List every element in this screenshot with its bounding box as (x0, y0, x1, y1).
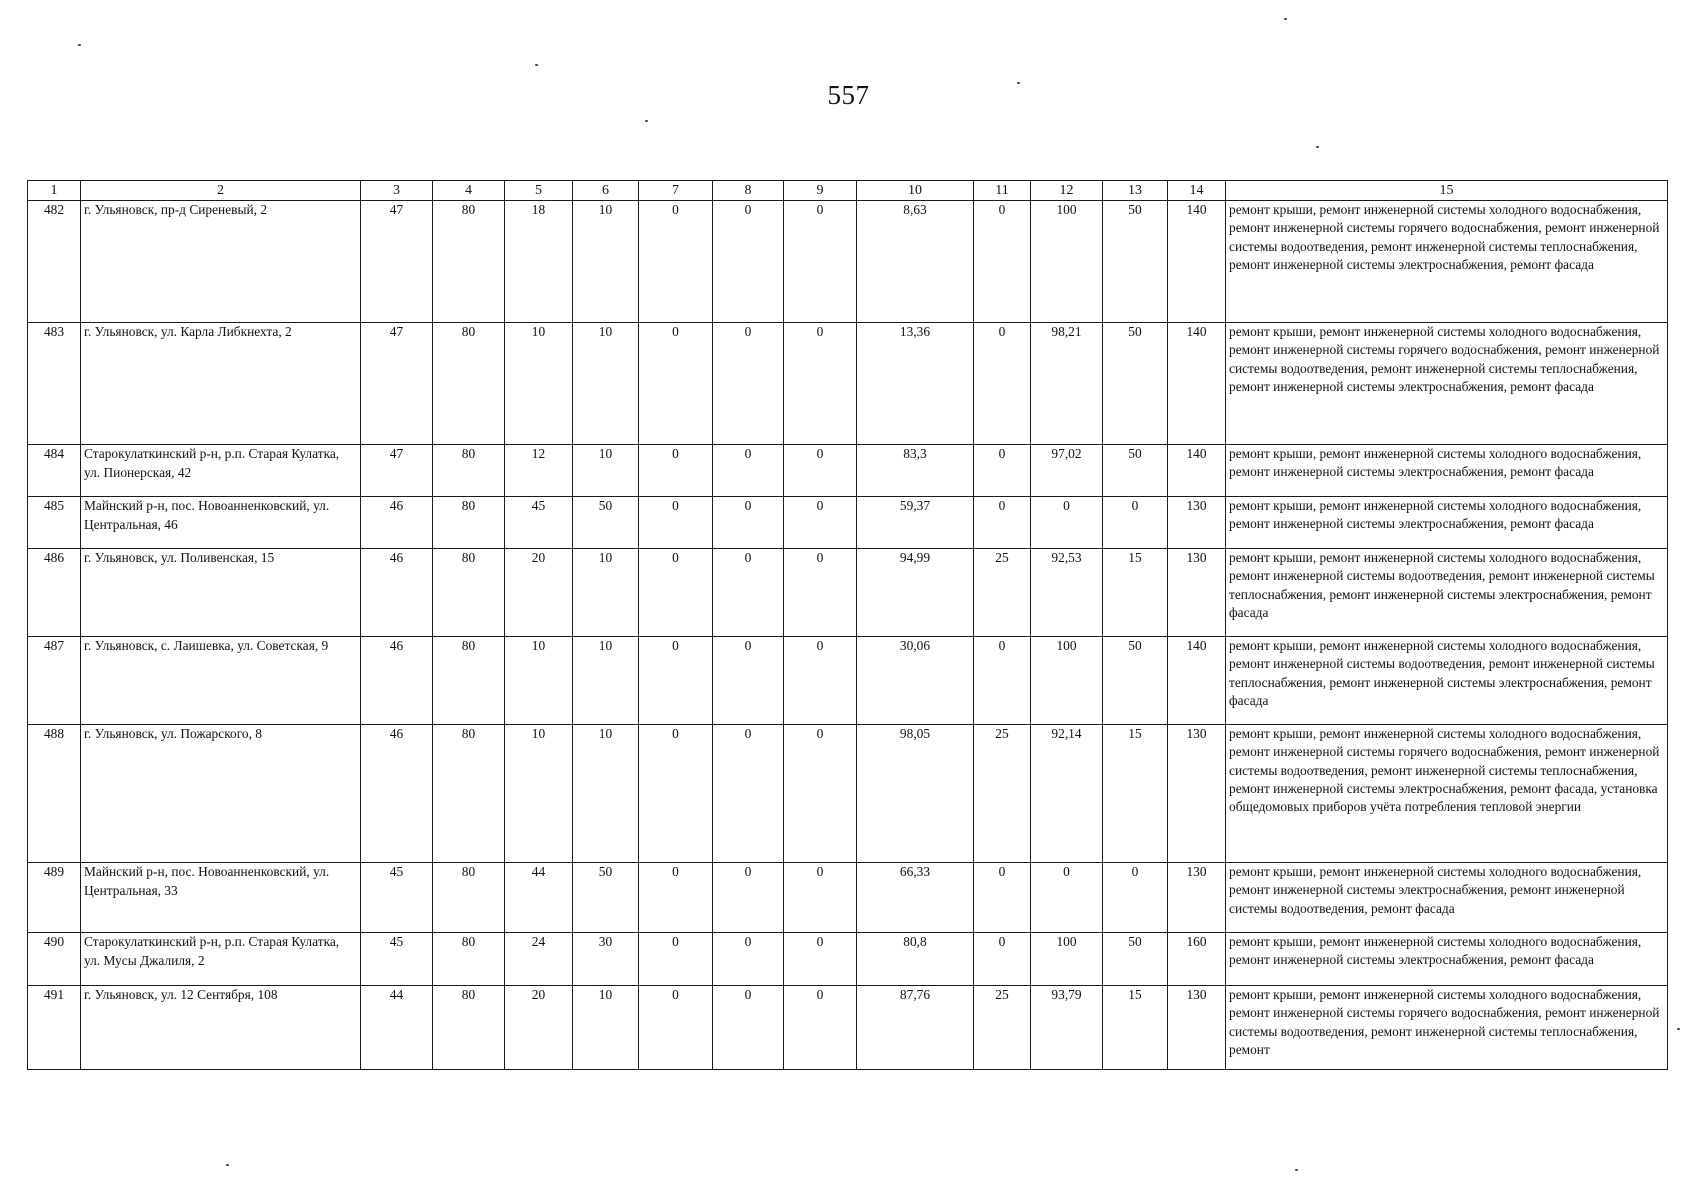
cell-col-3: 44 (361, 986, 433, 1070)
cell-col-14: 140 (1168, 201, 1226, 323)
cell-col-14: 130 (1168, 549, 1226, 637)
table-row (28, 549, 1668, 637)
cell-col-6: 10 (573, 323, 639, 445)
works-list-cell: ремонт крыши, ремонт инженерной системы холодного водоснабжения, ремонт инженерной системы горячего водоснабжения, ремонт инженерной системы водоотведения, ремонт инженерной системы теплоснабжения, ремонт (1226, 986, 1668, 1070)
column-header-6: 6 (573, 181, 639, 201)
cell-col-7: 0 (639, 725, 713, 863)
cell-col-12: 100 (1031, 201, 1103, 323)
cell-col-9: 0 (784, 445, 857, 497)
cell-col-4: 80 (433, 497, 505, 549)
cell-col-8: 0 (713, 497, 784, 549)
cell-col-9: 0 (784, 933, 857, 986)
cell-col-12: 92,14 (1031, 725, 1103, 863)
table-row (28, 497, 1668, 549)
cell-col-6: 10 (573, 549, 639, 637)
cell-col-6: 10 (573, 986, 639, 1070)
cell-col-9: 0 (784, 863, 857, 933)
cell-col-13: 15 (1103, 725, 1168, 863)
cell-col-6: 50 (573, 497, 639, 549)
row-number-cell: 490 (28, 933, 81, 986)
cell-col-3: 47 (361, 323, 433, 445)
works-list-cell: ремонт крыши, ремонт инженерной системы холодного водоснабжения, ремонт инженерной системы электроснабжения, ремонт фасада (1226, 497, 1668, 549)
row-number-cell: 484 (28, 445, 81, 497)
works-list-cell: ремонт крыши, ремонт инженерной системы холодного водоснабжения, ремонт инженерной системы горячего водоснабжения, ремонт инженерной системы водоотведения, ремонт инженерной системы теплоснабжения, ремонт инженерной системы электроснабжения, ремонт фасада (1226, 201, 1668, 323)
row-number-cell: 488 (28, 725, 81, 863)
table-body (28, 201, 1668, 1070)
works-list-cell: ремонт крыши, ремонт инженерной системы холодного водоснабжения, ремонт инженерной системы электроснабжения, ремонт инженерной системы водоотведения, ремонт фасада (1226, 863, 1668, 933)
cell-col-6: 10 (573, 445, 639, 497)
table-row (28, 445, 1668, 497)
cell-col-11: 0 (974, 863, 1031, 933)
cell-col-6: 30 (573, 933, 639, 986)
cell-col-5: 20 (505, 986, 573, 1070)
cell-col-4: 80 (433, 323, 505, 445)
cell-col-13: 15 (1103, 549, 1168, 637)
table-row (28, 725, 1668, 863)
scan-speck (1316, 146, 1319, 148)
cell-col-10: 59,37 (857, 497, 974, 549)
cell-col-8: 0 (713, 863, 784, 933)
cell-col-14: 130 (1168, 863, 1226, 933)
table-row (28, 637, 1668, 725)
cell-col-3: 47 (361, 445, 433, 497)
cell-col-7: 0 (639, 863, 713, 933)
cell-col-8: 0 (713, 445, 784, 497)
cell-col-7: 0 (639, 201, 713, 323)
cell-col-5: 18 (505, 201, 573, 323)
scan-speck (1284, 18, 1287, 20)
cell-col-5: 45 (505, 497, 573, 549)
cell-col-6: 10 (573, 201, 639, 323)
cell-col-12: 0 (1031, 863, 1103, 933)
column-header-14: 14 (1168, 181, 1226, 201)
address-cell: г. Ульяновск, ул. Карла Либкнехта, 2 (81, 323, 361, 445)
works-list-cell: ремонт крыши, ремонт инженерной системы холодного водоснабжения, ремонт инженерной системы горячего водоснабжения, ремонт инженерной системы водоотведения, ремонт инженерной системы теплоснабжения, ремонт инженерной системы электроснабжения, ремонт фасада (1226, 323, 1668, 445)
cell-col-5: 10 (505, 725, 573, 863)
cell-col-5: 44 (505, 863, 573, 933)
scan-speck (1295, 1169, 1298, 1171)
cell-col-14: 160 (1168, 933, 1226, 986)
cell-col-8: 0 (713, 201, 784, 323)
cell-col-4: 80 (433, 863, 505, 933)
cell-col-10: 66,33 (857, 863, 974, 933)
cell-col-8: 0 (713, 549, 784, 637)
cell-col-13: 15 (1103, 986, 1168, 1070)
cell-col-3: 46 (361, 549, 433, 637)
cell-col-10: 80,8 (857, 933, 974, 986)
works-list-cell: ремонт крыши, ремонт инженерной системы холодного водоснабжения, ремонт инженерной системы электроснабжения, ремонт фасада (1226, 933, 1668, 986)
column-header-3: 3 (361, 181, 433, 201)
cell-col-3: 47 (361, 201, 433, 323)
cell-col-12: 92,53 (1031, 549, 1103, 637)
cell-col-11: 0 (974, 637, 1031, 725)
cell-col-13: 50 (1103, 445, 1168, 497)
cell-col-7: 0 (639, 986, 713, 1070)
address-cell: Старокулаткинский р-н, р.п. Старая Кулатка, ул. Мусы Джалиля, 2 (81, 933, 361, 986)
cell-col-11: 25 (974, 549, 1031, 637)
scan-speck (1017, 82, 1020, 84)
cell-col-11: 0 (974, 497, 1031, 549)
cell-col-12: 98,21 (1031, 323, 1103, 445)
cell-col-7: 0 (639, 933, 713, 986)
cell-col-4: 80 (433, 986, 505, 1070)
row-number-cell: 486 (28, 549, 81, 637)
column-header-13: 13 (1103, 181, 1168, 201)
cell-col-4: 80 (433, 201, 505, 323)
cell-col-5: 12 (505, 445, 573, 497)
cell-col-4: 80 (433, 933, 505, 986)
address-cell: г. Ульяновск, ул. Пожарского, 8 (81, 725, 361, 863)
cell-col-9: 0 (784, 549, 857, 637)
cell-col-12: 0 (1031, 497, 1103, 549)
page-number: 557 (827, 80, 870, 110)
row-number-cell: 485 (28, 497, 81, 549)
column-header-11: 11 (974, 181, 1031, 201)
cell-col-11: 25 (974, 986, 1031, 1070)
address-cell: г. Ульяновск, ул. 12 Сентября, 108 (81, 986, 361, 1070)
address-cell: Майнский р-н, пос. Новоанненковский, ул. Центральная, 46 (81, 497, 361, 549)
cell-col-4: 80 (433, 549, 505, 637)
cell-col-10: 30,06 (857, 637, 974, 725)
cell-col-12: 100 (1031, 637, 1103, 725)
column-header-7: 7 (639, 181, 713, 201)
scan-speck (226, 1164, 229, 1166)
cell-col-5: 20 (505, 549, 573, 637)
cell-col-11: 25 (974, 725, 1031, 863)
cell-col-3: 46 (361, 497, 433, 549)
cell-col-9: 0 (784, 637, 857, 725)
cell-col-3: 45 (361, 933, 433, 986)
cell-col-9: 0 (784, 497, 857, 549)
works-list-cell: ремонт крыши, ремонт инженерной системы холодного водоснабжения, ремонт инженерной системы горячего водоснабжения, ремонт инженерной системы водоотведения, ремонт инженерной системы теплоснабжения, ремонт инженерной системы электроснабжения, ремонт фасада, установка общедомовых приборов учёта потребления тепловой энергии (1226, 725, 1668, 863)
cell-col-8: 0 (713, 637, 784, 725)
repair-program-table (27, 180, 1668, 1070)
cell-col-8: 0 (713, 323, 784, 445)
cell-col-14: 130 (1168, 986, 1226, 1070)
row-number-cell: 482 (28, 201, 81, 323)
cell-col-4: 80 (433, 637, 505, 725)
cell-col-8: 0 (713, 725, 784, 863)
cell-col-9: 0 (784, 201, 857, 323)
cell-col-10: 87,76 (857, 986, 974, 1070)
cell-col-10: 8,63 (857, 201, 974, 323)
cell-col-7: 0 (639, 637, 713, 725)
cell-col-12: 93,79 (1031, 986, 1103, 1070)
row-number-cell: 489 (28, 863, 81, 933)
address-cell: г. Ульяновск, пр-д Сиреневый, 2 (81, 201, 361, 323)
column-header-2: 2 (81, 181, 361, 201)
table-row (28, 933, 1668, 986)
works-list-cell: ремонт крыши, ремонт инженерной системы холодного водоснабжения, ремонт инженерной системы водоотведения, ремонт инженерной системы теплоснабжения, ремонт инженерной системы электроснабжения, ремонт фасада (1226, 637, 1668, 725)
cell-col-13: 0 (1103, 497, 1168, 549)
table-row (28, 323, 1668, 445)
cell-col-7: 0 (639, 323, 713, 445)
cell-col-3: 46 (361, 725, 433, 863)
document-sheet (27, 180, 1667, 1070)
cell-col-4: 80 (433, 445, 505, 497)
cell-col-6: 10 (573, 637, 639, 725)
cell-col-14: 130 (1168, 497, 1226, 549)
cell-col-14: 130 (1168, 725, 1226, 863)
cell-col-8: 0 (713, 933, 784, 986)
row-number-cell: 487 (28, 637, 81, 725)
works-list-cell: ремонт крыши, ремонт инженерной системы холодного водоснабжения, ремонт инженерной системы водоотведения, ремонт инженерной системы теплоснабжения, ремонт инженерной системы электроснабжения, ремонт фасада (1226, 549, 1668, 637)
column-header-1: 1 (28, 181, 81, 201)
column-header-9: 9 (784, 181, 857, 201)
cell-col-9: 0 (784, 323, 857, 445)
cell-col-13: 50 (1103, 933, 1168, 986)
scan-speck (78, 44, 81, 46)
cell-col-8: 0 (713, 986, 784, 1070)
cell-col-5: 10 (505, 637, 573, 725)
address-cell: г. Ульяновск, ул. Поливенская, 15 (81, 549, 361, 637)
cell-col-10: 98,05 (857, 725, 974, 863)
row-number-cell: 483 (28, 323, 81, 445)
scan-speck (1677, 1028, 1680, 1030)
cell-col-9: 0 (784, 725, 857, 863)
cell-col-5: 24 (505, 933, 573, 986)
cell-col-10: 83,3 (857, 445, 974, 497)
table-row (28, 201, 1668, 323)
cell-col-7: 0 (639, 445, 713, 497)
cell-col-4: 80 (433, 725, 505, 863)
cell-col-13: 0 (1103, 863, 1168, 933)
cell-col-6: 10 (573, 725, 639, 863)
cell-col-13: 50 (1103, 637, 1168, 725)
scan-speck (535, 64, 538, 66)
cell-col-11: 0 (974, 445, 1031, 497)
cell-col-14: 140 (1168, 637, 1226, 725)
cell-col-7: 0 (639, 497, 713, 549)
cell-col-13: 50 (1103, 201, 1168, 323)
cell-col-6: 50 (573, 863, 639, 933)
address-cell: г. Ульяновск, с. Лаишевка, ул. Советская, 9 (81, 637, 361, 725)
address-cell: Майнский р-н, пос. Новоанненковский, ул. Центральная, 33 (81, 863, 361, 933)
cell-col-12: 100 (1031, 933, 1103, 986)
address-cell: Старокулаткинский р-н, р.п. Старая Кулатка, ул. Пионерская, 42 (81, 445, 361, 497)
column-header-8: 8 (713, 181, 784, 201)
column-header-15: 15 (1226, 181, 1668, 201)
cell-col-13: 50 (1103, 323, 1168, 445)
cell-col-12: 97,02 (1031, 445, 1103, 497)
row-number-cell: 491 (28, 986, 81, 1070)
cell-col-3: 46 (361, 637, 433, 725)
table-row (28, 863, 1668, 933)
table-row (28, 986, 1668, 1070)
column-header-10: 10 (857, 181, 974, 201)
cell-col-10: 13,36 (857, 323, 974, 445)
cell-col-10: 94,99 (857, 549, 974, 637)
column-header-12: 12 (1031, 181, 1103, 201)
cell-col-11: 0 (974, 323, 1031, 445)
scan-speck (645, 120, 648, 122)
cell-col-5: 10 (505, 323, 573, 445)
cell-col-3: 45 (361, 863, 433, 933)
column-header-4: 4 (433, 181, 505, 201)
table-header-row (28, 181, 1668, 201)
cell-col-14: 140 (1168, 445, 1226, 497)
column-header-5: 5 (505, 181, 573, 201)
cell-col-14: 140 (1168, 323, 1226, 445)
cell-col-11: 0 (974, 933, 1031, 986)
cell-col-7: 0 (639, 549, 713, 637)
cell-col-9: 0 (784, 986, 857, 1070)
cell-col-11: 0 (974, 201, 1031, 323)
works-list-cell: ремонт крыши, ремонт инженерной системы холодного водоснабжения, ремонт инженерной системы электроснабжения, ремонт фасада (1226, 445, 1668, 497)
